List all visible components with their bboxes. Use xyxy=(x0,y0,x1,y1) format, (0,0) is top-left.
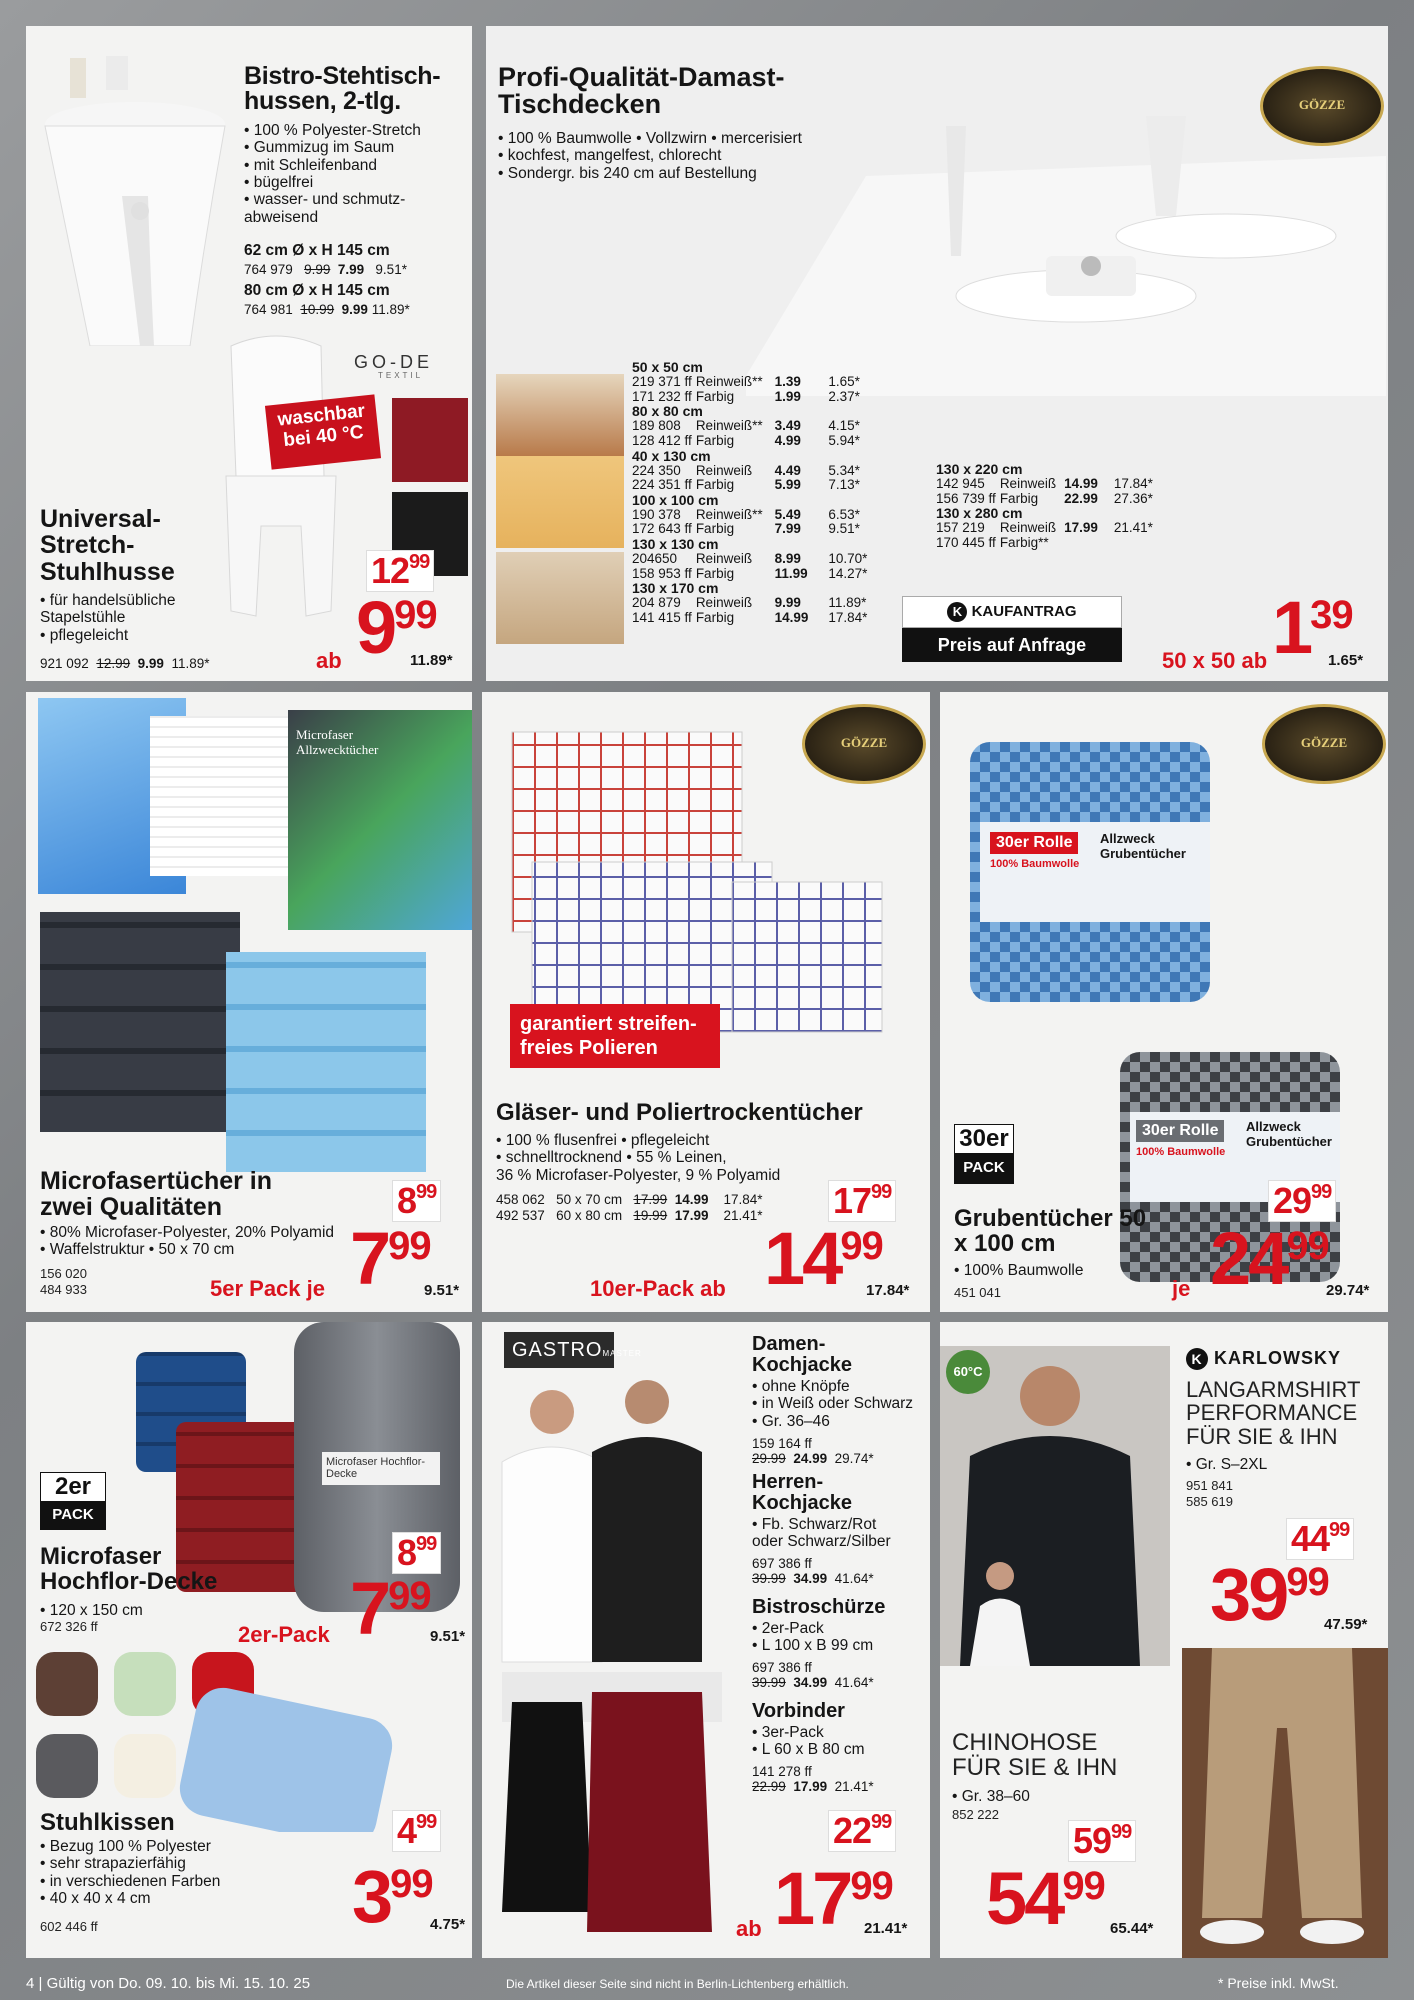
footer-note: Die Artikel dieser Seite sind nicht in Berlin-Lichtenberg erhältlich. xyxy=(506,1977,849,1991)
longsleeve-photo xyxy=(940,1346,1170,1666)
chino-price: 5499 xyxy=(986,1857,1105,1940)
price-gross: 11.89* xyxy=(410,652,453,669)
chair-row: 921 092 12.99 9.99 11.89* xyxy=(40,656,210,671)
price-prefix: 10er-Pack ab xyxy=(590,1276,726,1301)
panel-gastro xyxy=(482,1322,930,1958)
panel-damast xyxy=(486,26,1388,681)
footer xyxy=(0,1968,1414,2000)
aprons-photo xyxy=(492,1672,722,1942)
pack-name-blue: Allzweck Grubentücher xyxy=(1100,831,1186,861)
temp-badge: 60°C xyxy=(946,1350,990,1394)
price-prefix: 2er-Pack xyxy=(238,1622,330,1647)
kaufantrag-box: K KAUFANTRAG xyxy=(902,596,1122,628)
wash-badge: waschbar bei 40 °C xyxy=(265,394,381,469)
pack-name-grey: Allzweck Grubentücher xyxy=(1246,1119,1332,1149)
schuerze-row: 697 386 ff 39.99 34.99 41.64* xyxy=(752,1660,874,1691)
price-gross: 17.84* xyxy=(866,1282,910,1299)
chino-article: 852 222 xyxy=(952,1807,999,1822)
damen-title: Damen-Kochjacke xyxy=(752,1333,853,1376)
old-price: $8^{99}$ xyxy=(392,1180,441,1222)
product-title: Bistro-Stehtisch-hussen, 2-tlg. xyxy=(244,62,441,115)
cushion-article: 602 446 ff xyxy=(40,1919,98,1934)
price: 139 xyxy=(1272,586,1353,669)
cushion-old-price: $4^{99}$ xyxy=(392,1810,441,1852)
k-icon: K xyxy=(947,602,967,622)
anfrage-box: Preis auf Anfrage xyxy=(902,628,1122,662)
blue-roll-photo xyxy=(970,742,1230,1012)
pack-label-grey: 30er Rolle xyxy=(1136,1120,1224,1142)
price-prefix: ab xyxy=(736,1916,762,1941)
price: 3999 xyxy=(1210,1553,1329,1636)
row-50x70: 458 062 50 x 70 cm 17.99 14.99 17.84* xyxy=(496,1192,763,1207)
footer-validity: 4 | Gültig von Do. 09. 10. bis Mi. 15. 10. 25 xyxy=(26,1975,311,1992)
blanket-label: Microfaser Hochflor-Decke xyxy=(322,1452,440,1485)
thumb-beige-setting xyxy=(496,552,624,644)
price: 1799 xyxy=(774,1857,893,1940)
product-bullets: • 120 x 150 cm xyxy=(40,1602,143,1619)
old-price: $44^{99}$ xyxy=(1286,1518,1354,1560)
product-bullets: • Gr. S–2XL xyxy=(1186,1456,1268,1473)
price-gross: 1.65* xyxy=(1328,652,1364,669)
damen-bullets: • ohne Knöpfe • in Weiß oder Schwarz • Gr. 36–46 xyxy=(752,1378,914,1430)
row-80: 764 981 10.99 9.99 11.89* xyxy=(244,302,410,317)
article-number: 672 326 ff xyxy=(40,1619,98,1634)
price-prefix: je xyxy=(1172,1276,1191,1301)
chair-title: Universal-Stretch-Stuhlhusse xyxy=(40,505,175,586)
old-price: $29^{99}$ xyxy=(1268,1180,1336,1222)
product-bullets: • 100 % flusenfrei • pflegeleicht • schnelltrocknend • 55 % Leinen, 36 % Microfaser-Polyester, 9 % Polyamid xyxy=(496,1132,781,1184)
cotton-label-grey: 100% Baumwolle xyxy=(1136,1146,1226,1158)
blue-towels-photo xyxy=(226,952,426,1172)
goezze-logo: GÖZZE xyxy=(802,704,926,784)
price-gross: 9.51* xyxy=(430,1628,466,1645)
chair-bullets: • für handelsübliche Stapelstühle • pflegeleicht xyxy=(40,592,176,644)
vorbinder-title: Vorbinder xyxy=(752,1700,845,1722)
article-number: 451 041 xyxy=(954,1285,1001,1300)
swatch-red xyxy=(392,398,468,482)
product-bullets: • 80% Microfaser-Polyester, 20% Polyamid • Waffelstruktur • 50 x 70 cm xyxy=(40,1224,335,1259)
package-label: Microfaser Allzwecktücher xyxy=(296,727,379,757)
product-title: Microfasertücher in zwei Qualitäten xyxy=(40,1167,273,1222)
thumb-yellow-cloth xyxy=(496,456,624,548)
panel-grubentuecher xyxy=(940,692,1388,1312)
product-title: Grubentücher 50 x 100 cm xyxy=(954,1205,1147,1258)
chino-price-gross: 65.44* xyxy=(1110,1920,1154,1937)
price-table-right: 130 x 220 cm 142 945 Reinweiß 14.99 17.84* 156 739 ff Farbig 22.99 27.36* 130 x 280 cm 157 219 Reinweiß 17.99 21.41* 170 445 ff Farbig** xyxy=(936,461,1153,550)
price-gross: 9.51* xyxy=(424,1282,460,1299)
chino-photo xyxy=(1182,1648,1388,1958)
old-price: $17^{99}$ xyxy=(828,1180,896,1222)
herren-title: Herren-Kochjacke xyxy=(752,1471,853,1514)
article-numbers: 156 020 484 933 xyxy=(40,1266,87,1297)
panel-karlowsky xyxy=(940,1322,1388,1958)
chino-old-price: $59^{99}$ xyxy=(1068,1820,1136,1862)
panel-poliertuecher xyxy=(482,692,930,1312)
panel-stehtischhussen xyxy=(26,26,472,681)
polishing-cloths-photo xyxy=(502,712,902,1042)
gastro-logo: GASTROMASTER xyxy=(504,1332,614,1368)
goezze-logo: GÖZZE xyxy=(1260,66,1384,146)
price: 1499 xyxy=(764,1217,883,1300)
goede-brand-sub: TEXTIL xyxy=(378,371,424,380)
article-numbers: 951 841 585 619 xyxy=(1186,1478,1233,1509)
price-prefix: ab xyxy=(316,648,342,673)
panel-decke-kissen xyxy=(26,1322,472,1958)
grey-towels-photo xyxy=(40,912,240,1132)
pack-label-blue: 30er Rolle xyxy=(990,832,1078,854)
streak-free-banner: garantiert streifen- freies Polieren xyxy=(510,1004,720,1068)
old-price: $12^{99}$ xyxy=(366,550,434,592)
price-prefix: 5er Pack je xyxy=(210,1276,325,1301)
price: 799 xyxy=(350,1217,431,1300)
cushion-bullets: • Bezug 100 % Polyester • sehr strapazierfähig • in verschiedenen Farben • 40 x 40 x 4 cm xyxy=(40,1838,221,1908)
product-title: Microfaser Hochflor-Decke xyxy=(40,1543,218,1596)
product-title: Profi-Qualität-Damast-Tischdecken xyxy=(498,62,785,119)
cushion-price-gross: 4.75* xyxy=(430,1916,466,1933)
price-gross: 47.59* xyxy=(1324,1616,1368,1633)
karlowsky-logo: K KARLOWSKY xyxy=(1186,1348,1341,1370)
price: 999 xyxy=(356,586,437,669)
damen-row: 159 164 ff 29.99 24.99 29.74* xyxy=(752,1436,874,1467)
price: 799 xyxy=(350,1567,431,1650)
size-80: 80 cm Ø x H 145 cm xyxy=(244,282,390,299)
karlowsky-k-icon: K xyxy=(1186,1348,1208,1370)
vorbinder-bullets: • 3er-Pack • L 60 x B 80 cm xyxy=(752,1724,865,1759)
product-bullets: • 100 % Polyester-Stretch • Gummizug im Saum • mit Schleifenband • bügelfrei • wasser- und schmutz- abweisend xyxy=(244,122,421,226)
thumb-red-napkins xyxy=(496,374,624,456)
herren-row: 697 386 ff 39.99 34.99 41.64* xyxy=(752,1556,874,1587)
price-gross: 21.41* xyxy=(864,1920,908,1937)
row-60x80: 492 537 60 x 80 cm 19.99 17.99 21.41* xyxy=(496,1208,763,1223)
price-prefix: 50 x 50 ab xyxy=(1162,648,1268,673)
price-table-left: 50 x 50 cm 219 371 ff Reinweiß** 1.39 1.65* 171 232 ff Farbig 1.99 2.37* 80 x 80 cm 189 808 Reinweiß** 3.49 4.15* 128 412 ff Farbig 4.99 5.94* 40 x 130 cm 224 350 Reinweiß 4.49 5.34* 224 351 ff Farbig 5.99 7.13* 100 x 100 cm 190 378 Reinweiß** 5.49 6.53* 172 643 ff Farbig 7.99 9.51* 130 x 130 cm 204650 Reinweiß 8.99 10.70* 158 953 ff Farbig 11.99 14.27* 130 x 170 cm 204 879 Reinweiß 9.99 11.89* 141 415 ff Farbig 14.99 17.84* xyxy=(632,359,868,626)
pack-badge: 30er PACK xyxy=(954,1124,1014,1184)
bistro-table-cover-photo xyxy=(30,46,240,346)
product-bullets: • 100 % Baumwolle • Vollzwirn • mercerisiert • kochfest, mangelfest, chlorecht • Sondergr. bis 240 cm auf Bestellung xyxy=(498,130,802,182)
row-62: 764 979 9.99 7.99 9.51* xyxy=(244,262,407,277)
chino-bullets: • Gr. 38–60 xyxy=(952,1788,1030,1805)
herren-bullets: • Fb. Schwarz/Rot oder Schwarz/Silber xyxy=(752,1516,891,1551)
old-price: $22^{99}$ xyxy=(828,1810,896,1852)
old-price: $8^{99}$ xyxy=(392,1532,441,1574)
schuerze-bullets: • 2er-Pack • L 100 x B 99 cm xyxy=(752,1620,874,1655)
panel-microfasertuecher xyxy=(26,692,472,1312)
goezze-logo: GÖZZE xyxy=(1262,704,1386,784)
size-62: 62 cm Ø x H 145 cm xyxy=(244,242,390,259)
cushion-title: Stuhlkissen xyxy=(40,1809,175,1836)
cotton-label-blue: 100% Baumwolle xyxy=(990,858,1080,870)
chef-jackets-photo xyxy=(482,1372,722,1672)
pack-badge: 2er PACK xyxy=(40,1472,106,1530)
cushion-price: 399 xyxy=(352,1855,433,1938)
table-setting-photo xyxy=(746,116,1386,396)
price: 2499 xyxy=(1210,1217,1329,1300)
product-title: LANGARMSHIRT PERFORMANCE FÜR SIE & IHN xyxy=(1186,1377,1361,1449)
stretch-chair-cover-photo xyxy=(206,326,356,626)
schuerze-title: Bistroschürze xyxy=(752,1596,886,1618)
product-bullets: • 100% Baumwolle xyxy=(954,1262,1084,1279)
footer-tax: * Preise inkl. MwSt. xyxy=(1218,1975,1339,1991)
price-gross: 29.74* xyxy=(1326,1282,1370,1299)
product-title: Gläser- und Poliertrockentücher xyxy=(496,1099,863,1126)
waffle-cloth-photo xyxy=(150,716,292,876)
chino-title: CHINOHOSE FÜR SIE & IHN xyxy=(952,1729,1118,1782)
vorbinder-row: 141 278 ff 22.99 17.99 21.41* xyxy=(752,1764,874,1795)
goede-brand: GO-DE xyxy=(354,352,434,372)
chair-cushions-photo xyxy=(36,1652,456,1832)
